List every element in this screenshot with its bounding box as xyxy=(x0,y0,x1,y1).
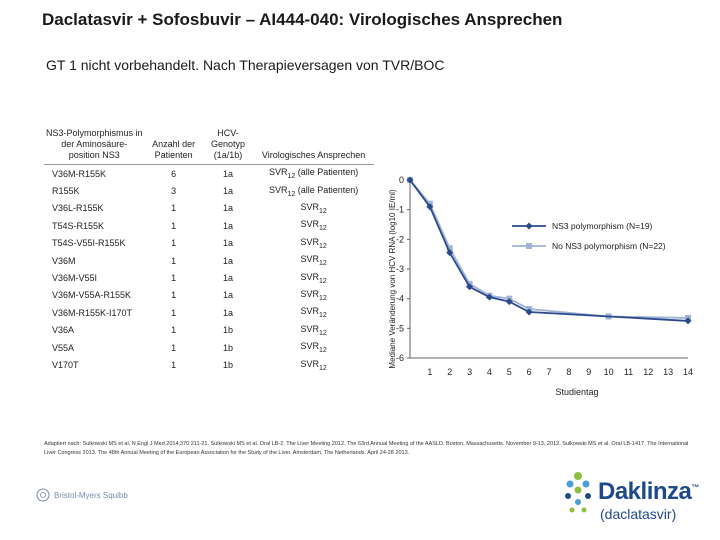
cell-mutation: V36M-R155K xyxy=(52,168,107,179)
svr-label: SVR xyxy=(300,306,319,317)
cell-mutation: V36M-V55I xyxy=(52,273,98,284)
cell-mutation: V36A xyxy=(52,325,75,336)
x-tick-label: 2 xyxy=(447,367,453,377)
svr-subscript: 12 xyxy=(318,294,327,302)
svr-subscript: 12 xyxy=(318,242,327,250)
header-genotype: HCV-Genotyp (1a/1b) xyxy=(203,128,254,165)
cell-count: 1 xyxy=(171,203,177,214)
cell-count: 1 xyxy=(171,307,177,318)
x-tick-label: 13 xyxy=(663,367,674,377)
x-tick-label: 12 xyxy=(643,367,654,377)
cell-count: 1 xyxy=(171,238,177,249)
cell-count: 1 xyxy=(171,359,177,370)
svr-subscript: 12 xyxy=(318,260,327,268)
svr-subscript: 12 xyxy=(287,190,296,198)
cell-genotype: 1a xyxy=(222,220,233,231)
cell-mutation: V170T xyxy=(52,359,79,370)
cell-genotype: 1a xyxy=(222,290,233,301)
x-tick-label: 11 xyxy=(623,367,634,377)
daklinza-generic: (daclatasvir) xyxy=(600,506,677,522)
x-tick-label: 1 xyxy=(427,367,433,377)
reference-footnote: Adaptiert nach: Sulkowski MS et al. N Engl J Med 2014;370:211-21. Sulkowski MS et al. Oral LB-2. The Liver Meeting 2012. The 63rd Annual Meeting of the AASLD. Boston, Massachusetts. November 9-13, 2012. Sulkowski MS et al. Oral LB-1417. The International Liver Congress 2013. The 48th Annual Meeting of the European Association for the Study of the Liver. Amsterdam, The Netherlands. April 24-28 2013. xyxy=(44,441,689,456)
legend-label: No NS3 polymorphism (N=22) xyxy=(552,241,666,251)
y-tick-label: -5 xyxy=(395,323,404,334)
bms-name: Bristol-Myers Squibb xyxy=(54,490,128,500)
data-point xyxy=(526,243,532,249)
svr-label: SVR xyxy=(300,254,319,265)
cell-genotype: 1a xyxy=(222,203,233,214)
y-axis-title: Mediane Veränderung von HCV RNA (log10 IE/ml) xyxy=(388,189,397,369)
cell-mutation: V36L-R155K xyxy=(52,203,104,214)
svr-subscript: 12 xyxy=(318,312,327,320)
page-title: Daclatasvir + Sofosbuvir – AI444-040: Virologisches Ansprechen xyxy=(42,10,563,29)
cell-mutation: T54S-V55I-R155K xyxy=(52,238,126,249)
cell-mutation: R155K xyxy=(52,186,80,197)
header-count: Anzahl der Patienten xyxy=(145,128,203,165)
cell-count: 1 xyxy=(171,290,177,301)
cell-mutation: V55A xyxy=(52,342,75,353)
svr-note: (alle Patienten) xyxy=(295,167,359,178)
svr-subscript: 12 xyxy=(318,329,327,337)
cell-count: 1 xyxy=(171,325,177,336)
svr-label: SVR xyxy=(300,236,319,247)
cell-genotype: 1a xyxy=(222,307,233,318)
cell-genotype: 1b xyxy=(222,342,233,353)
y-tick-label: -3 xyxy=(395,264,404,274)
cell-count: 1 xyxy=(171,273,177,284)
svr-subscript: 12 xyxy=(287,173,296,181)
bms-mark-icon xyxy=(36,488,50,502)
svr-subscript: 12 xyxy=(318,347,327,354)
chart-legend xyxy=(512,221,666,251)
x-tick-label: 10 xyxy=(603,367,614,377)
cell-count: 1 xyxy=(171,342,177,353)
y-tick-label: -2 xyxy=(395,234,404,245)
y-tick-label: 0 xyxy=(398,175,404,185)
data-point xyxy=(526,223,533,230)
cell-count: 1 xyxy=(171,255,177,266)
svr-label: SVR xyxy=(300,289,319,300)
y-tick-label: -4 xyxy=(395,293,404,304)
svr-subscript: 12 xyxy=(318,207,327,215)
subtitle-text: GT 1 nicht vorbehandelt. Nach Therapieversagen von TVR/BOC xyxy=(46,57,445,73)
y-tick-label: -1 xyxy=(395,204,404,215)
header-mutation: NS3-Polymorphismus in der Aminosäure-position NS3 xyxy=(44,128,145,165)
daklinza-molecule-icon xyxy=(560,470,596,518)
trademark: ™ xyxy=(691,483,699,492)
x-tick-label: 3 xyxy=(467,367,473,377)
svr-label: SVR xyxy=(268,167,288,178)
svr-subscript: 12 xyxy=(318,364,327,372)
x-tick-label: 5 xyxy=(506,367,512,377)
cell-mutation: V36M xyxy=(52,255,76,266)
cell-mutation: T54S-R155K xyxy=(52,220,105,231)
daklinza-name xyxy=(598,478,699,506)
cell-genotype: 1a xyxy=(222,255,233,266)
svr-label: SVR xyxy=(300,341,319,352)
x-tick-label: 4 xyxy=(486,367,492,377)
cell-genotype: 1a xyxy=(222,168,233,179)
legend-label: NS3 polymorphism (N=19) xyxy=(552,221,653,231)
x-axis-title: Studientag xyxy=(555,387,599,397)
svr-label: SVR xyxy=(300,358,319,369)
cell-mutation: V36M-V55A-R155K xyxy=(52,290,132,301)
cell-genotype: 1a xyxy=(222,186,233,197)
cell-genotype: 1a xyxy=(222,273,233,284)
cell-genotype: 1b xyxy=(222,325,233,336)
x-tick-label: 9 xyxy=(586,367,592,377)
x-tick-label: 7 xyxy=(546,367,552,377)
x-tick-label: 8 xyxy=(566,367,572,377)
cell-genotype: 1b xyxy=(222,359,233,370)
svr-subscript: 12 xyxy=(318,225,327,233)
svr-label: SVR xyxy=(300,219,319,230)
svr-label: SVR xyxy=(268,184,288,195)
svr-label: SVR xyxy=(300,202,319,213)
svr-label: SVR xyxy=(300,271,319,282)
cell-count: 1 xyxy=(171,220,177,231)
cell-count: 3 xyxy=(171,186,177,197)
x-tick-label: 14 xyxy=(682,367,694,377)
cell-mutation: V36M-R155K-I170T xyxy=(52,307,133,318)
chart-axes xyxy=(388,175,693,397)
daklinza-logo xyxy=(560,466,700,526)
svr-subscript: 12 xyxy=(318,277,327,285)
daklinza-name-text: Daklinza xyxy=(598,478,692,505)
y-tick-label: -6 xyxy=(395,353,404,363)
bms-logo xyxy=(36,488,128,502)
svr-label: SVR xyxy=(300,323,319,334)
x-tick-label: 6 xyxy=(526,367,532,377)
svr-note: (alle Patienten) xyxy=(295,184,359,195)
header-response: Virologisches Ansprechen xyxy=(253,128,374,165)
cell-count: 6 xyxy=(171,168,177,179)
cell-genotype: 1a xyxy=(222,238,233,249)
